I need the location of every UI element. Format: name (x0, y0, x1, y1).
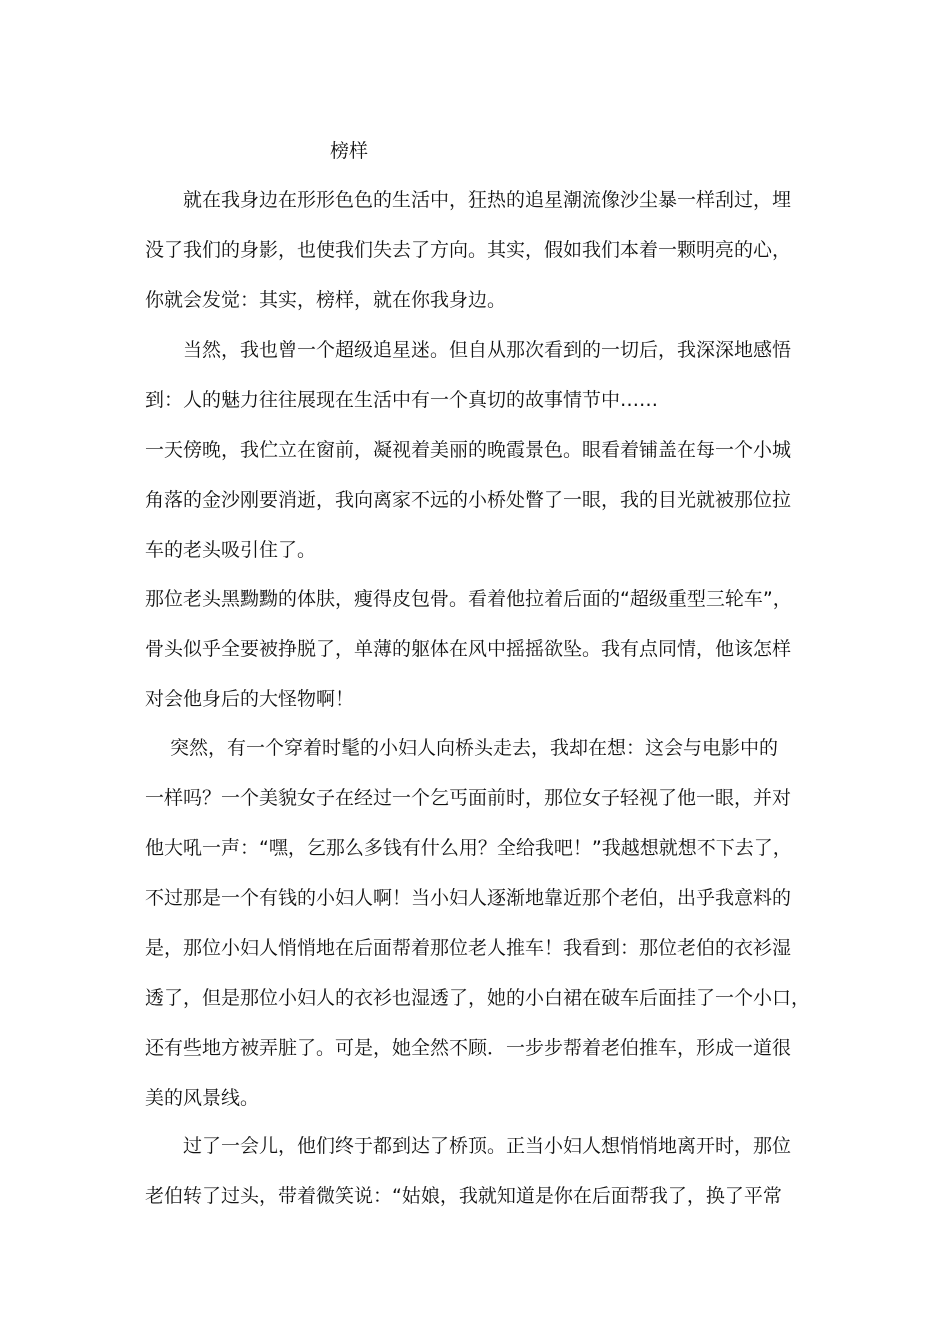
text-line: 你就会发觉：其实，榜样，就在你我身边。 (145, 289, 507, 311)
text-line: 骨头似乎全要被挣脱了，单薄的躯体在风中摇摇欲坠。我有点同情，他该怎样 (145, 638, 792, 660)
text-line: 老伯转了过头，带着微笑说：“姑娘，我就知道是你在后面帮我了，换了平常 (145, 1185, 782, 1207)
text-line: 当然，我也曾一个超级追星迷。但自从那次看到的一切后，我深深地感悟 (145, 339, 792, 361)
text-line: 一样吗？一个美貌女子在经过一个乞丐面前时，那位女子轻视了他一眼，并对 (145, 787, 792, 809)
text-line: 透了，但是那位小妇人的衣衫也湿透了，她的小白裙在破车后面挂了一个小口， (145, 987, 811, 1009)
text-line: 到：人的魅力往往展现在生活中有一个真切的故事情节中…… (145, 389, 659, 411)
text-line: 一天傍晚，我伫立在窗前，凝视着美丽的晚霞景色。眼看着铺盖在每一个小城 (145, 439, 792, 461)
text-line: 他大吼一声：“嘿，乞那么多钱有什么用？全给我吧！”我越想就想不下去了， (145, 837, 792, 859)
text-line: 车的老头吸引住了。 (145, 539, 317, 561)
text-line: 那位老头黑黝黝的体肤，瘦得皮包骨。看着他拉着后面的“超级重型三轮车”， (145, 588, 792, 610)
text-line: 不过那是一个有钱的小妇人啊！当小妇人逐渐地靠近那个老伯，出乎我意料的 (145, 887, 792, 909)
text-line: 就在我身边在形形色色的生活中，狂热的追星潮流像沙尘暴一样刮过，埋 (145, 189, 792, 211)
text-line: 还有些地方被弄脏了。可是，她全然不顾．一步步帮着老伯推车，形成一道很 (145, 1037, 792, 1059)
text-line: 是，那位小妇人悄悄地在后面帮着那位老人推车！我看到：那位老伯的衣衫湿 (145, 937, 792, 959)
text-line: 美的风景线。 (145, 1087, 260, 1109)
text-line: 过了一会儿，他们终于都到达了桥顶。正当小妇人想悄悄地离开时，那位 (145, 1135, 792, 1157)
document-title: 榜样 (330, 140, 369, 162)
text-line: 没了我们的身影，也使我们失去了方向。其实，假如我们本着一颗明亮的心， (145, 239, 792, 261)
text-line: 突然，有一个穿着时髦的小妇人向桥头走去，我却在想：这会与电影中的 (145, 737, 779, 759)
text-line: 对会他身后的大怪物啊！ (145, 688, 355, 710)
text-line: 角落的金沙刚要消逝，我向离家不远的小桥处瞥了一眼，我的目光就被那位拉 (145, 489, 792, 511)
